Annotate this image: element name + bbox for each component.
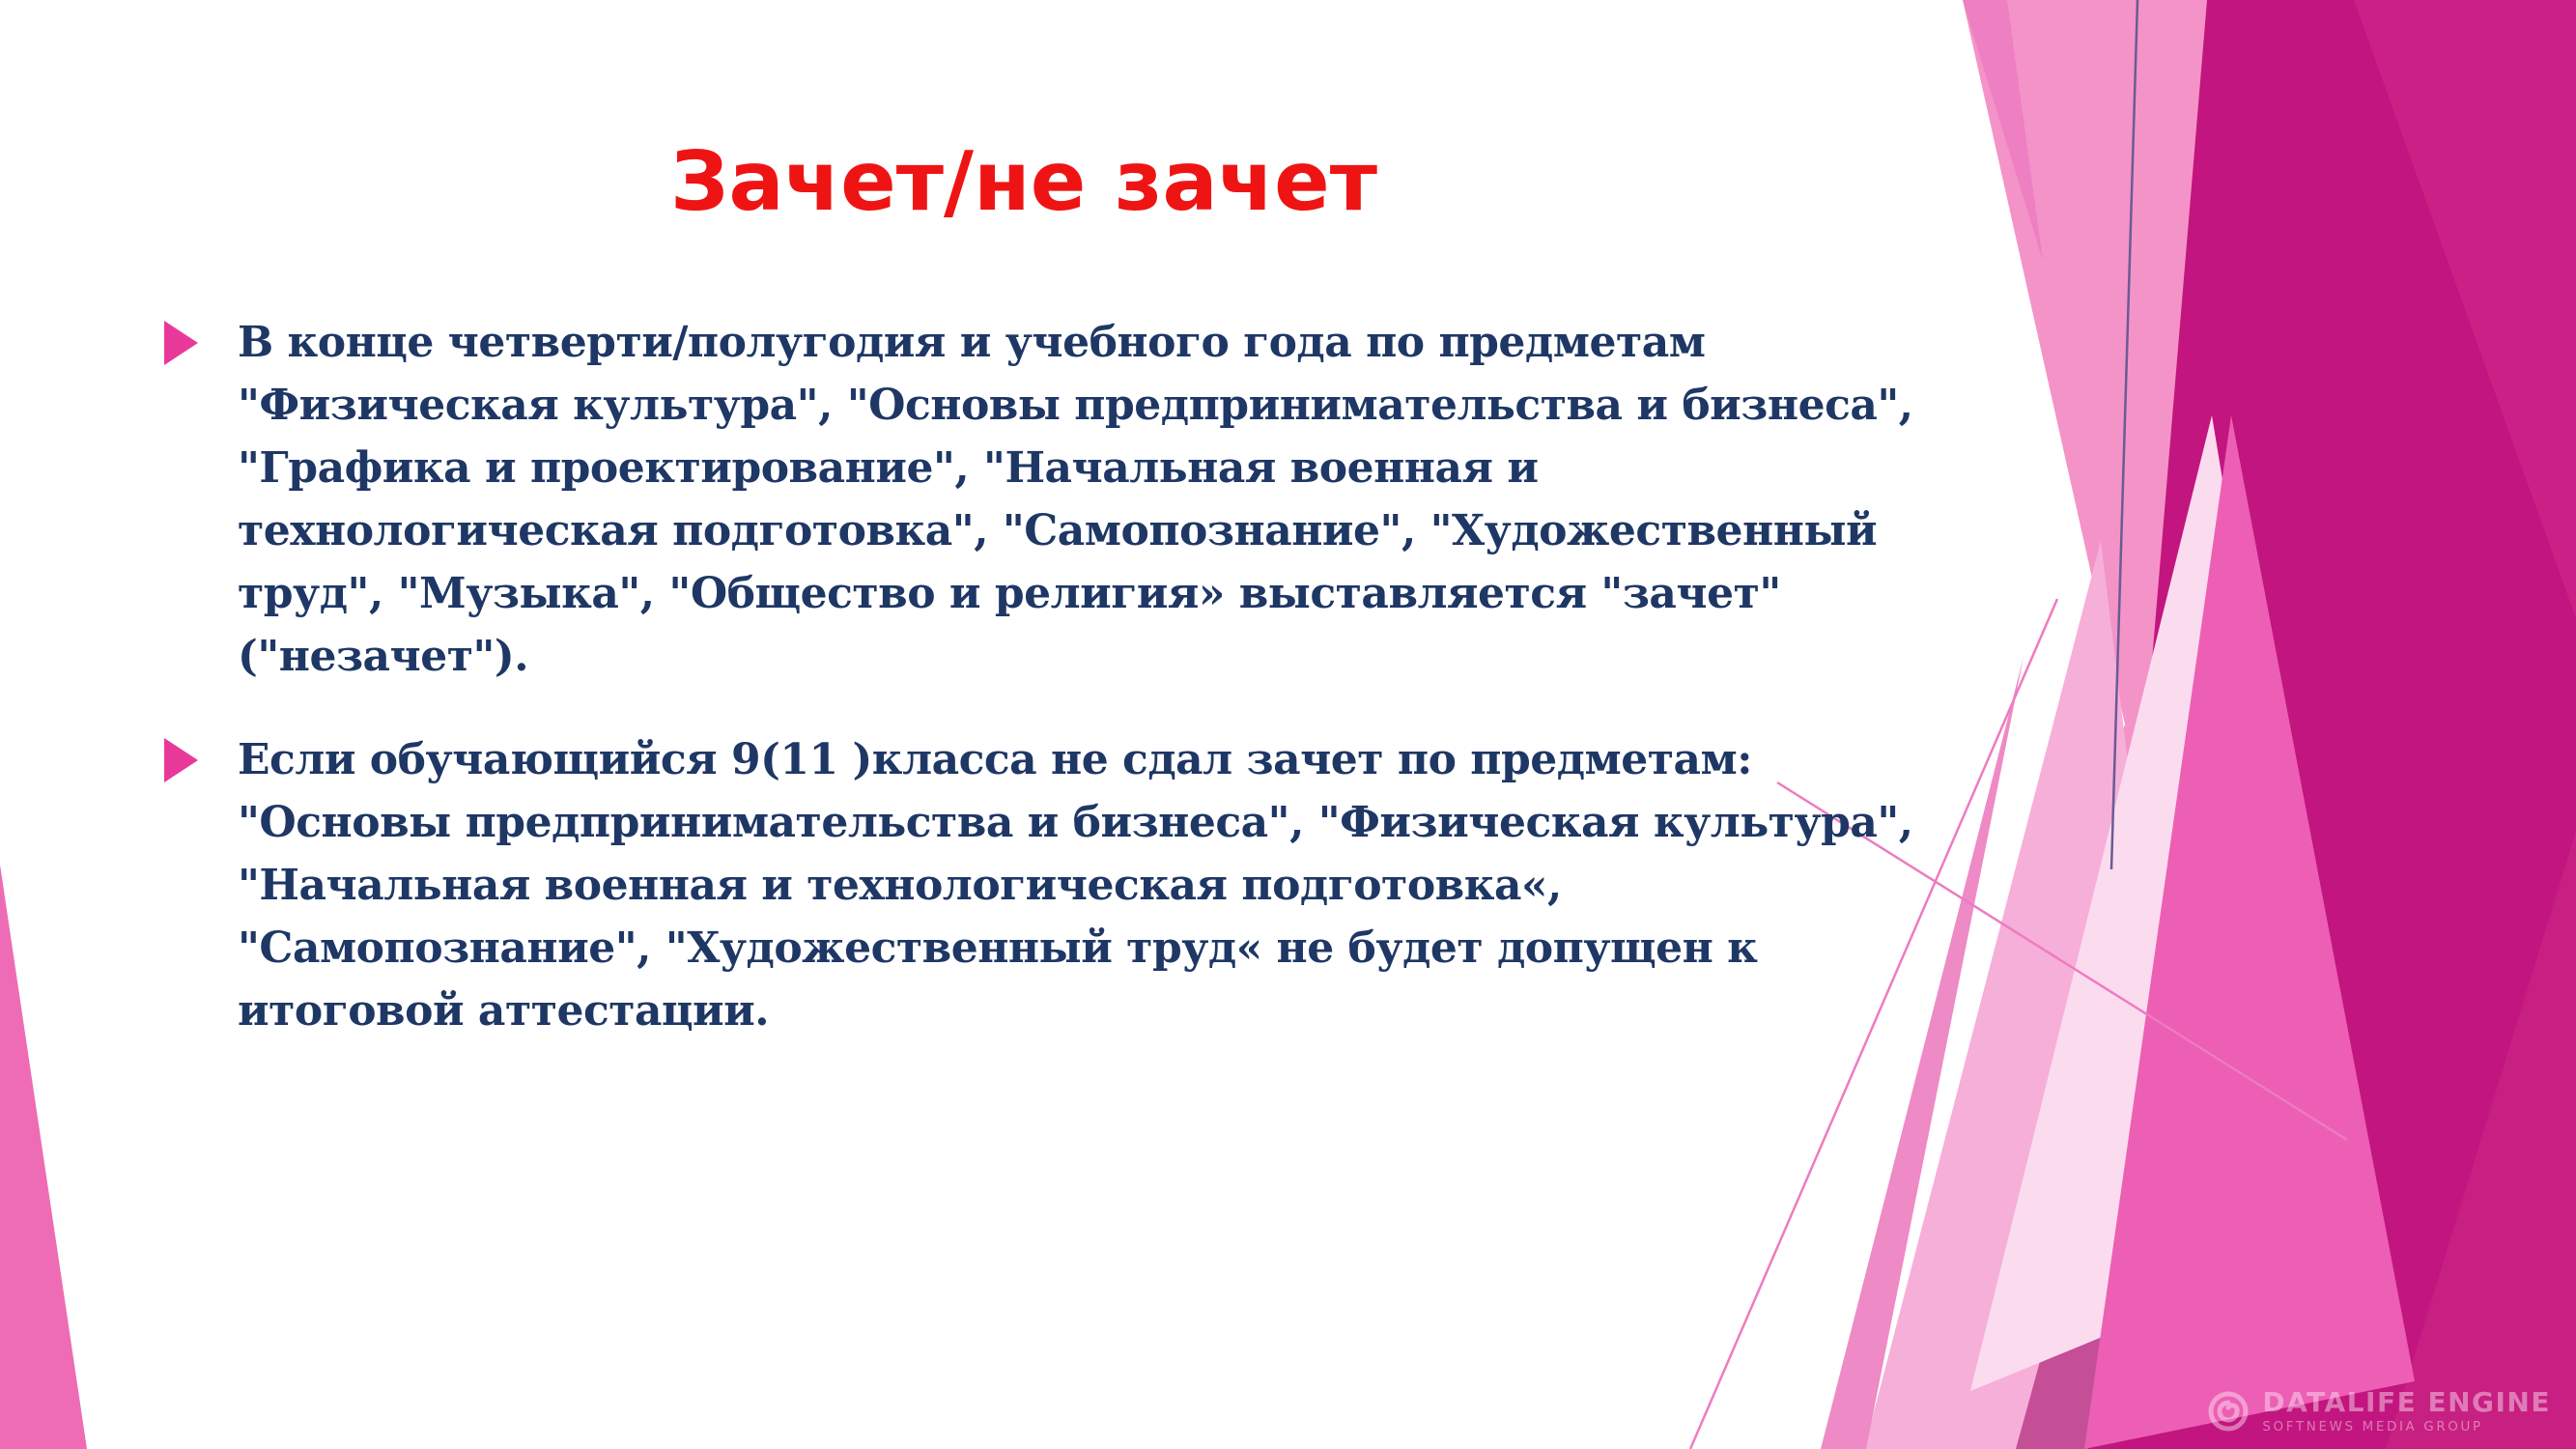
watermark-text	[2262, 1385, 2551, 1435]
bullet-item-2	[164, 728, 1922, 1042]
bullet-text-line: Если обучающийся 9(11 )класса не сдал зачет по предметам:	[238, 735, 1752, 784]
bullet-text-line: "Физическая культура", "Основы предпринимательства и бизнеса",	[238, 381, 1913, 430]
bullet-item-1	[164, 311, 1922, 688]
watermark-title: DATALIFE ENGINE	[2262, 1385, 2551, 1418]
datalife-engine-logo-icon	[2206, 1389, 2250, 1434]
bullet-text-line: ("незачет").	[238, 632, 529, 681]
bullet-text-line: "Графика и проектирование", "Начальная военная и	[238, 443, 1539, 493]
bg-left-wedge-shape	[0, 865, 87, 1449]
watermark	[2206, 1385, 2551, 1435]
bullet-text-line: "Самопознание", "Художественный труд« не будет допущен к	[238, 923, 1758, 973]
bullet-text-line: итоговой аттестации.	[238, 986, 770, 1036]
bullet-list	[164, 311, 1922, 1042]
bullet-triangle-icon	[164, 738, 198, 782]
slide-title: Зачет/не зачет	[669, 134, 1378, 230]
bullet-text-line: В конце четверти/полугодия и учебного года по предметам	[238, 318, 1706, 367]
bullet-text-line: "Начальная военная и технологическая подготовка«,	[238, 861, 1562, 910]
bullet-text-line: технологическая подготовка", "Самопознание", "Художественный	[238, 506, 1878, 555]
bullet-text-line: "Основы предпринимательства и бизнеса", "Физическая культура",	[238, 798, 1913, 847]
watermark-subtitle: SOFTNEWS MEDIA GROUP	[2262, 1418, 2483, 1435]
bullet-text-line: труд", "Музыка", "Общество и религия» выставляется "зачет"	[238, 569, 1781, 618]
bullet-triangle-icon	[164, 321, 198, 365]
